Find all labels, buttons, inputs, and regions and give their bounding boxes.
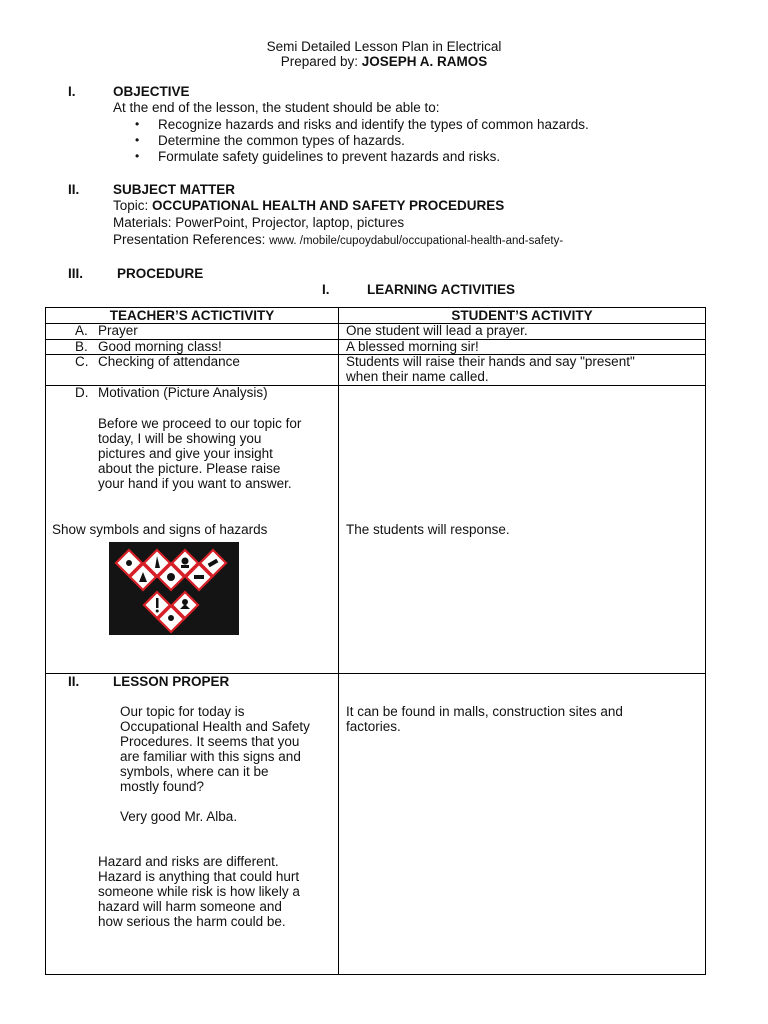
row-c-student-line-1: Students will raise their hands and say "present" bbox=[346, 354, 635, 369]
topic-line bbox=[113, 198, 504, 214]
row-b-letter: B. bbox=[75, 339, 88, 354]
hazard-symbols-graphic bbox=[109, 542, 239, 635]
hazard-line: Hazard and risks are different. bbox=[98, 854, 279, 869]
bullet-icon: • bbox=[135, 149, 140, 163]
hazard-symbols-image bbox=[109, 542, 239, 635]
column-divider bbox=[338, 308, 339, 974]
student-answer-line: It can be found in malls, construction sites and bbox=[346, 704, 623, 719]
subject-heading: SUBJECT MATTER bbox=[113, 182, 236, 197]
motivation-line: Before we proceed to our topic for bbox=[98, 416, 302, 431]
lesson-line: are familiar with this signs and bbox=[120, 749, 301, 764]
row-c-student-line-2: when their name called. bbox=[346, 369, 489, 384]
references-label: Presentation References: bbox=[113, 232, 270, 247]
objective-intro: At the end of the lesson, the student should be able to: bbox=[113, 100, 440, 115]
prepared-label: Prepared by: bbox=[280, 54, 362, 69]
document-title: Semi Detailed Lesson Plan in Electrical bbox=[266, 39, 502, 54]
materials: Materials: PowerPoint, Projector, laptop, pictures bbox=[113, 215, 405, 230]
header-student: STUDENT’S ACTIVITY bbox=[451, 308, 593, 323]
show-symbols-text: Show symbols and signs of hazards bbox=[52, 522, 268, 537]
activities-table bbox=[45, 307, 706, 975]
hazard-line: how serious the harm could be. bbox=[98, 914, 286, 929]
lesson-line: Occupational Health and Safety bbox=[120, 719, 310, 734]
row-b-teacher: Good morning class! bbox=[98, 339, 222, 354]
bullet-icon: • bbox=[135, 117, 140, 131]
hazard-line: Hazard is anything that could hurt bbox=[98, 869, 300, 884]
topic-label: Topic: bbox=[113, 198, 153, 213]
lesson-line: Procedures. It seems that you bbox=[120, 734, 300, 749]
procedure-heading: PROCEDURE bbox=[117, 266, 204, 281]
references-value: www. /mobile/cupoydabul/occupational-health-and-safety- bbox=[269, 235, 564, 247]
row-d-teacher: Motivation (Picture Analysis) bbox=[98, 385, 268, 400]
motivation-line: your hand if you want to answer. bbox=[98, 476, 292, 491]
hazard-line: someone while risk is how likely a bbox=[98, 884, 300, 899]
lesson-heading: LESSON PROPER bbox=[113, 674, 230, 689]
row-d-letter: D. bbox=[75, 385, 89, 400]
row-c-letter: C. bbox=[75, 354, 89, 369]
motivation-line: about the picture. Please raise bbox=[98, 461, 281, 476]
row-b-student: A blessed morning sir! bbox=[346, 339, 479, 354]
row-a-student: One student will lead a prayer. bbox=[346, 323, 528, 338]
very-good-text: Very good Mr. Alba. bbox=[120, 809, 238, 824]
procedure-numeral: III. bbox=[68, 266, 84, 281]
subject-numeral: II. bbox=[68, 182, 80, 197]
objective-bullet-1: Recognize hazards and risks and identify the types of common hazards. bbox=[158, 117, 589, 132]
row-a-teacher: Prayer bbox=[98, 323, 138, 338]
hazard-line: hazard will harm someone and bbox=[98, 899, 282, 914]
motivation-line: today, I will be showing you bbox=[98, 431, 262, 446]
lesson-line: symbols, where can it be bbox=[120, 764, 269, 779]
objective-bullet-2: Determine the common types of hazards. bbox=[158, 133, 405, 148]
student-answer-line: factories. bbox=[346, 719, 401, 734]
topic-value: OCCUPATIONAL HEALTH AND SAFETY PROCEDURES bbox=[152, 198, 505, 213]
bullet-icon: • bbox=[135, 133, 140, 147]
prepared-name: JOSEPH A. RAMOS bbox=[361, 54, 488, 69]
learning-heading: LEARNING ACTIVITIES bbox=[367, 282, 516, 297]
lesson-numeral: II. bbox=[68, 674, 80, 689]
row-c-teacher: Checking of attendance bbox=[98, 354, 240, 369]
objective-bullet-3: Formulate safety guidelines to prevent hazards and risks. bbox=[158, 149, 501, 164]
objective-heading: OBJECTIVE bbox=[113, 84, 190, 99]
row-a-letter: A. bbox=[75, 323, 88, 338]
lesson-line: mostly found? bbox=[120, 779, 205, 794]
prepared-by bbox=[0, 54, 768, 70]
header-teacher: TEACHER’S ACTICTIVITY bbox=[109, 308, 275, 323]
references-line bbox=[113, 232, 563, 249]
objective-numeral: I. bbox=[68, 84, 76, 99]
learning-numeral: I. bbox=[322, 282, 330, 297]
lesson-line: Our topic for today is bbox=[120, 704, 245, 719]
students-response: The students will response. bbox=[346, 522, 510, 537]
motivation-line: pictures and give your insight bbox=[98, 446, 273, 461]
